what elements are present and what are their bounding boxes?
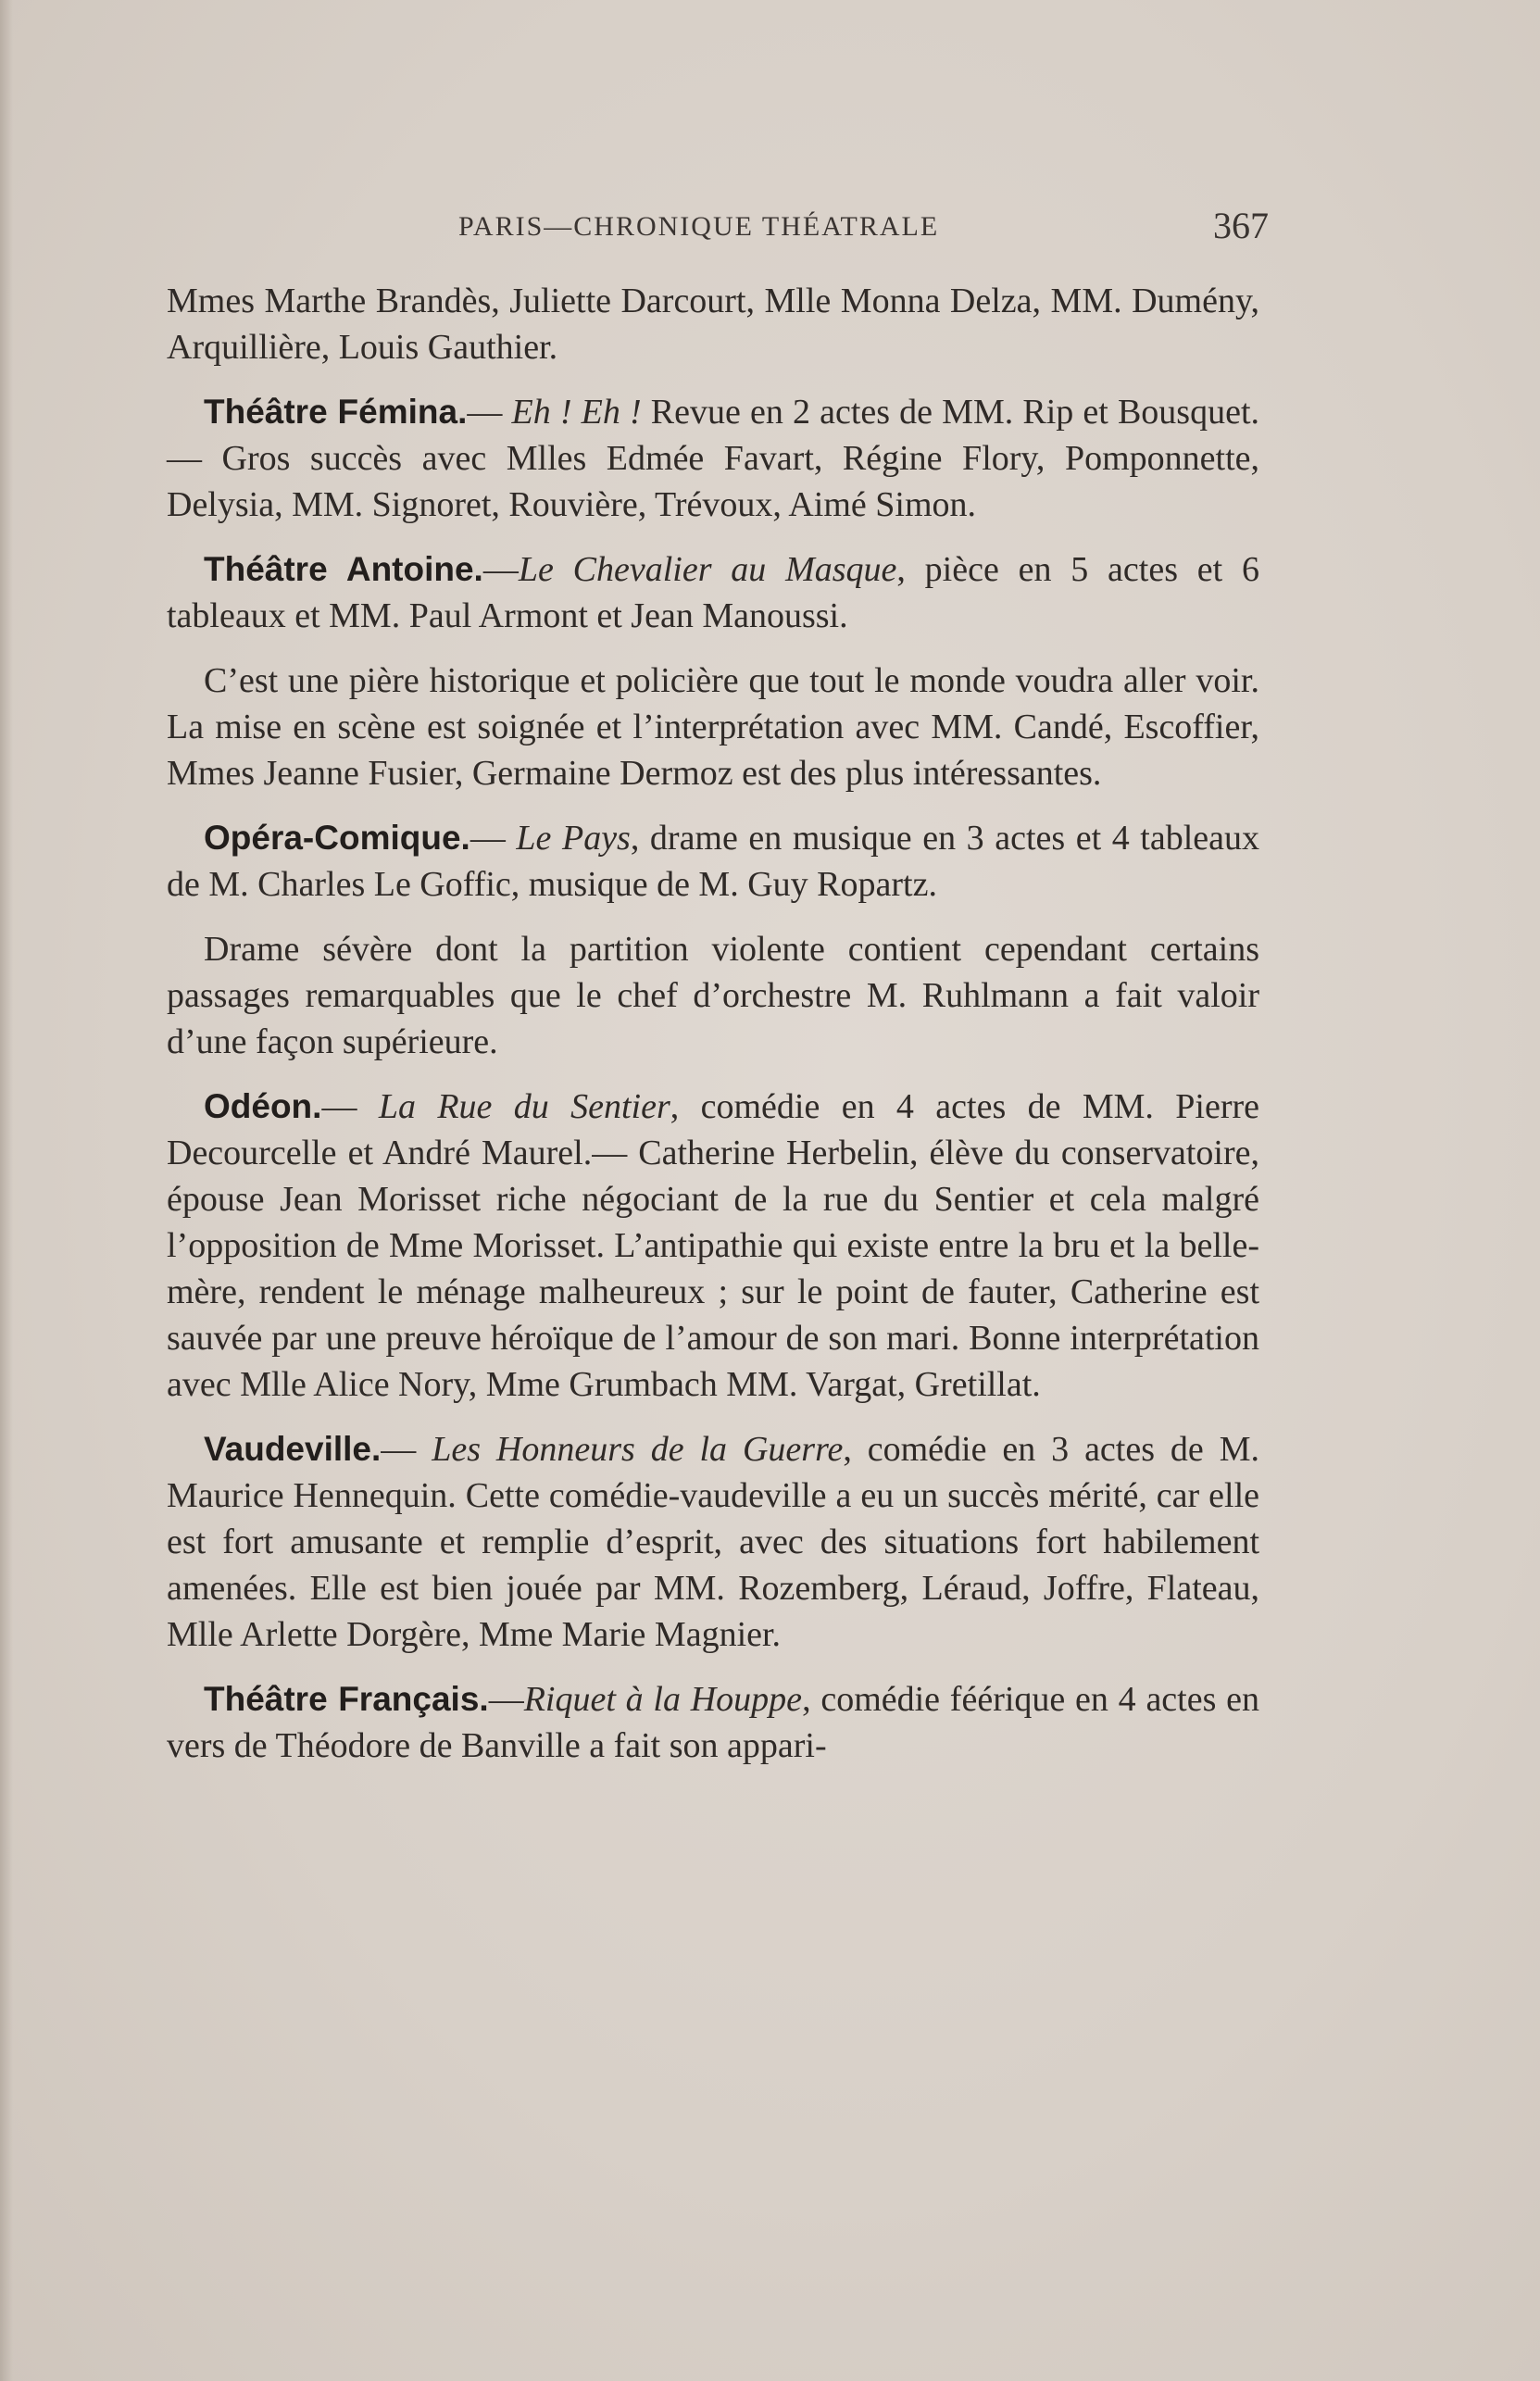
paragraph-text: , comédie en 3 actes de M. Maurice Hennequin. Cette comédie-vaudeville a eu un succès mérité, car elle est fort amusante et remplie d’esprit, avec des situations fort habilement amenées. Elle est bien jouée par MM. Rozemberg, Léraud, Joffre, Flateau, Mlle Arlette Dorgère, Mme Marie Magnier. (167, 1430, 1259, 1654)
spine-shadow (0, 0, 13, 2381)
page-header (176, 205, 1269, 257)
theatre-name: Théâtre Antoine. (204, 550, 483, 588)
paragraph-text: , comédie en 4 actes de MM. Pierre Decourcelle et André Maurel.— Catherine Herbelin, élève du conservatoire, épouse Jean Morisset riche négociant de la rue du Sentier et cela malgré l’opposition de Mme Morisset. L’antipathie qui existe entre la bru et la belle-mère, rendent le ménage malheureux ; sur le point de fauter, Catherine est sauvée par une preuve héroïque de l’amour de son mari. Bonne interprétation avec Mlle Alice Nory, Mme Grumbach MM. Vargat, Gretillat. (167, 1087, 1260, 1404)
paragraph-text: Mmes Marthe Brandès, Juliette Darcourt, Mlle Monna Delza, MM. Dumény, Arquillière, Louis Gauthier. (167, 282, 1259, 367)
work-title: Les Honneurs de la Guerre (432, 1430, 844, 1469)
theatre-name: Vaudeville. (204, 1430, 382, 1468)
dash: — (381, 1430, 432, 1469)
paragraph-text: , pièce en 5 actes et 6 tableaux et MM. Paul Armont et Jean Manoussi. (167, 550, 1260, 635)
page-number: 367 (1213, 205, 1269, 246)
work-title: Riquet à la Houppe (523, 1680, 803, 1719)
section-theatre-antoine (167, 546, 1259, 639)
dash: — (470, 819, 517, 858)
paragraph-text: C’est une pière historique et policière que tout le monde voudra aller voir. La mise en scène est soignée et l’interprétation avec MM. Candé, Escoffier, Mmes Jeanne Fusier, Germaine Dermoz est des plus intéressantes. (167, 661, 1259, 793)
section-vaudeville (167, 1426, 1259, 1658)
work-title: Le Chevalier au Masque (518, 550, 897, 589)
paragraph-text: , comédie féérique en 4 actes en vers de Théodore de Banville a fait son appari- (167, 1680, 1260, 1765)
body-text (167, 278, 1259, 1787)
theatre-name: Théâtre Fémina. (204, 393, 468, 431)
work-title: Eh ! Eh ! (511, 393, 642, 432)
dash: — (482, 550, 519, 589)
work-title: La Rue du Sentier (378, 1087, 670, 1126)
paragraph-text: Revue en 2 actes de MM. Rip et Bousquet.— Gros succès avec Mlles Edmée Favart, Régine Flory, Pomponnette, Delysia, MM. Signoret, Rouvière, Trévoux, Aimé Simon. (167, 393, 1260, 524)
dash: — (488, 1680, 524, 1719)
theatre-name: Odéon. (204, 1087, 322, 1125)
section-opera-comique (167, 815, 1259, 908)
paragraph-text: , drame en musique en 3 actes et 4 tableaux de M. Charles Le Goffic, musique de M. Guy Ropartz. (167, 819, 1259, 904)
section-theatre-femina (167, 389, 1259, 528)
theatre-name: Théâtre Français. (204, 1680, 489, 1718)
running-head: PARIS—CHRONIQUE THÉATRALE (458, 211, 940, 242)
paragraph-continuation (167, 278, 1259, 370)
paragraph-review (167, 658, 1259, 796)
work-title: Le Pays (516, 819, 631, 858)
dash: — (467, 393, 512, 432)
section-odeon (167, 1084, 1259, 1408)
section-theatre-francais (167, 1676, 1259, 1769)
theatre-name: Opéra-Comique. (204, 819, 470, 857)
paragraph-review (167, 926, 1259, 1065)
paragraph-text: Drame sévère dont la partition violente contient cependant certains passages remarquables que le chef d’orchestre M. Ruhlmann a fait valoir d’une façon supérieure. (167, 930, 1259, 1061)
dash: — (321, 1087, 379, 1126)
